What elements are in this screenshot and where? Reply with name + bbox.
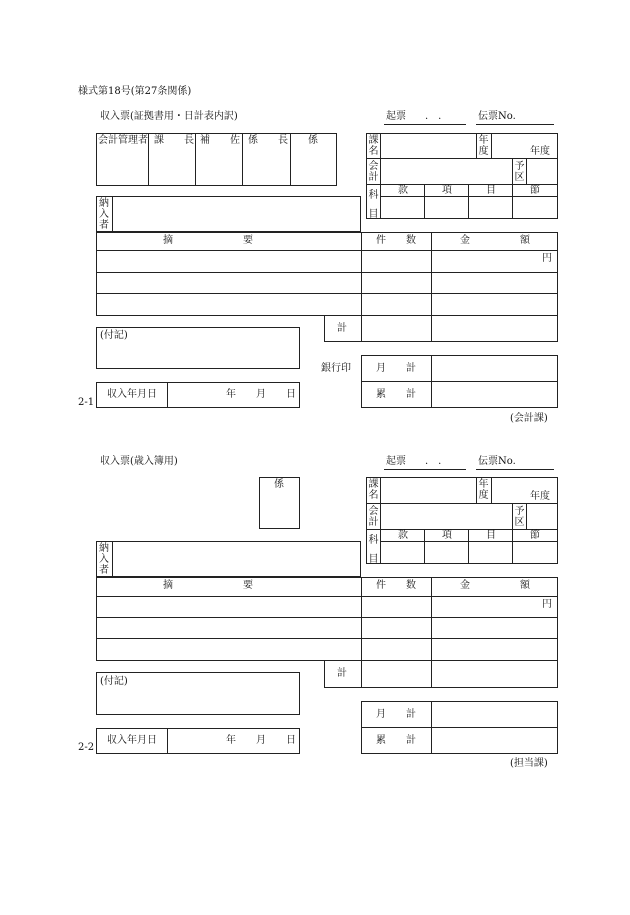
side-label: 2-1: [78, 397, 95, 408]
denpyo-underline: [476, 124, 554, 125]
yen-unit: 円: [542, 253, 552, 264]
yen-unit: 円: [542, 599, 552, 610]
month-total-label: 月 計: [376, 363, 416, 374]
sig-header-hosa: 補 佐: [200, 135, 240, 146]
bank-seal-label: 銀行印: [321, 363, 351, 374]
sig-header-kakari: 係: [308, 135, 318, 146]
label-moku: 目: [486, 530, 496, 541]
label-nendo: 年度: [478, 479, 489, 501]
cumulative-total-label: 累 計: [376, 389, 416, 400]
payer-label: 納入者: [99, 543, 109, 576]
header-kingaku: 金 額: [460, 235, 530, 246]
sig-header-kakaricho: 係 長: [248, 135, 288, 146]
label-yoku: 予区: [514, 161, 525, 183]
date-unit-day: 日: [286, 389, 296, 400]
header-kensu: 件 数: [376, 235, 416, 246]
total-label: 計: [337, 323, 347, 334]
label-kamoku: 科目: [368, 190, 379, 220]
note-label: (付記): [100, 676, 128, 687]
footer-dept: (会計課): [510, 413, 548, 424]
kihyo-label: 起票: [386, 456, 406, 467]
sig-header-kaikei-kanrisha: 会計管理者: [98, 135, 148, 146]
sig-header-kakari: 係: [274, 479, 284, 490]
header-tekiyo: 摘 要: [163, 580, 253, 591]
label-kaikei: 会計: [368, 506, 379, 528]
section-title: 収入票(歳入簿用): [100, 456, 178, 467]
label-kaikei: 会計: [368, 161, 379, 183]
form-number: 様式第18号(第27条関係): [78, 86, 192, 97]
label-moku: 目: [486, 185, 496, 196]
date-unit-month: 月: [256, 389, 266, 400]
label-kan: 款: [398, 185, 408, 196]
label-nendo: 年度: [478, 135, 489, 157]
date-unit-year: 年: [226, 389, 236, 400]
date-dots: . .: [425, 111, 442, 122]
label-kou: 項: [442, 185, 452, 196]
denpyo-no-label: 伝票No.: [478, 456, 516, 467]
payer-field[interactable]: [96, 541, 361, 577]
receipt-date-label: 収入年月日: [107, 735, 157, 746]
kihyo-underline: [384, 124, 466, 125]
date-unit-month: 月: [256, 735, 266, 746]
label-setsu: 節: [530, 185, 540, 196]
cumulative-total-label: 累 計: [376, 735, 416, 746]
note-label: (付記): [100, 330, 128, 341]
denpyo-no-label: 伝票No.: [478, 111, 516, 122]
header-kensu: 件 数: [376, 580, 416, 591]
label-kamei: 課名: [368, 479, 379, 501]
total-label: 計: [337, 668, 347, 679]
label-setsu: 節: [530, 530, 540, 541]
label-kamei: 課名: [368, 135, 379, 157]
section-title: 収入票(証拠書用・日計表内訳): [100, 111, 238, 122]
kihyo-label: 起票: [386, 111, 406, 122]
side-label: 2-2: [78, 742, 95, 753]
receipt-date-label: 収入年月日: [107, 389, 157, 400]
sig-header-kacho: 課 長: [154, 135, 194, 146]
label-kan: 款: [398, 530, 408, 541]
date-unit-year: 年: [226, 735, 236, 746]
payer-label: 納入者: [99, 198, 109, 231]
label-kamoku: 科目: [368, 535, 379, 565]
label-nendo-suffix: 年度: [530, 491, 550, 502]
label-nendo-suffix: 年度: [530, 146, 550, 157]
month-total-label: 月 計: [376, 709, 416, 720]
denpyo-underline: [476, 469, 554, 470]
payer-field[interactable]: [96, 196, 361, 232]
kihyo-underline: [384, 469, 466, 470]
footer-dept: (担当課): [510, 758, 548, 769]
date-dots: . .: [425, 456, 442, 467]
header-tekiyo: 摘 要: [163, 235, 253, 246]
label-kou: 項: [442, 530, 452, 541]
header-kingaku: 金 額: [460, 580, 530, 591]
label-yoku: 予区: [514, 506, 525, 528]
date-unit-day: 日: [286, 735, 296, 746]
